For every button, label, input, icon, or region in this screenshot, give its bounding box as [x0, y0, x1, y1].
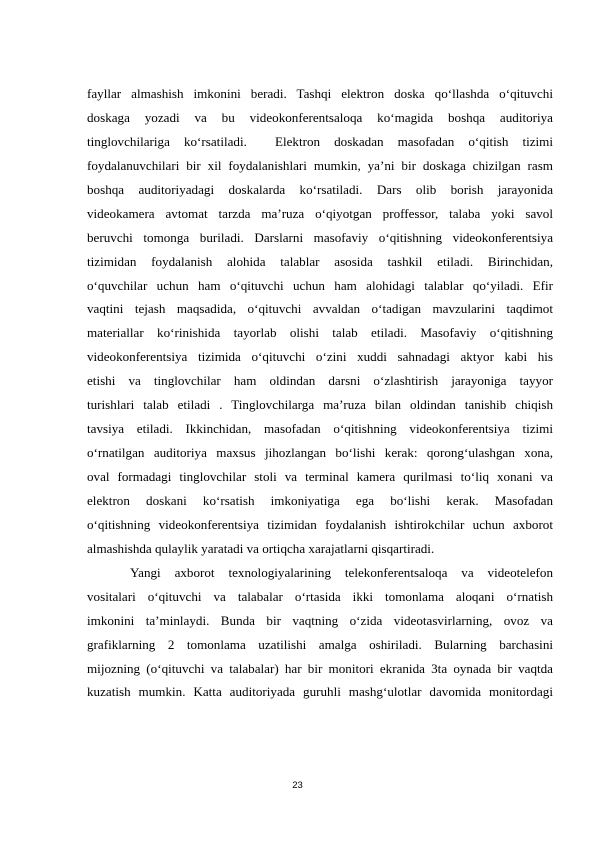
- text-line: materiallar ko‘rinishida tayorlab olishi talab etiladi. Masofaviy o‘qitishning: [87, 325, 553, 341]
- text-line: o‘quvchilar uchun ham o‘qituvchi uchun ham alohidagi talablar qo‘yiladi. Efir: [87, 277, 553, 293]
- text-line: imkonini ta’minlaydi. Bunda bir vaqtning o‘zida videotasvirlarning, ovoz va: [87, 612, 553, 628]
- text-line: boshqa auditoriyadagi doskalarda ko‘rsatiladi. Dars olib borish jarayonida: [87, 181, 553, 197]
- text-line: tavsiya etiladi. Ikkinchidan, masofadan o‘qitishning videokonferentsiya tizimi: [87, 421, 553, 437]
- text-line: grafiklarning 2 tomonlama uzatilishi amalga oshiriladi. Bularning barchasini: [87, 636, 553, 652]
- text-line: tinglovchilariga ko‘rsatiladi. Elektron doskadan masofadan o‘qitish tizimi: [87, 133, 553, 149]
- text-line: tizimidan foydalanish alohida talablar asosida tashkil etiladi. Birinchidan,: [87, 253, 553, 269]
- text-line: o‘qitishning videokonferentsiya tizimidan foydalanish ishtirokchilar uchun axborot: [87, 516, 553, 532]
- text-line: videokamera avtomat tarzda ma’ruza o‘qiyotgan proffessor, talaba yoki savol: [87, 205, 553, 221]
- text-line: mijozning (o‘qituvchi va talabalar) har bir monitori ekranida 3ta oynada bir vaqtda: [87, 660, 553, 676]
- page-number: 23: [292, 780, 303, 791]
- text-line: o‘rnatilgan auditoriya maxsus jihozlangan bo‘lishi kerak: qorong‘ulashgan xona,: [87, 445, 553, 461]
- text-line: vaqtini tejash maqsadida, o‘qituvchi avvaldan o‘tadigan mavzularini taqdimot: [87, 301, 553, 317]
- text-line: doskaga yozadi va bu videokonferentsaloqa ko‘magida boshqa auditoriya: [87, 109, 553, 125]
- text-line: oval formadagi tinglovchilar stoli va terminal kamera qurilmasi to‘liq xonani va: [87, 469, 553, 484]
- text-line: turishlari talab etiladi . Tinglovchilarga ma’ruza bilan oldindan tanishib chiqish: [87, 397, 553, 413]
- body-text: [87, 82, 553, 704]
- text-line: etishi va tinglovchilar ham oldindan darsni o‘zlashtirish jarayoniga tayyor: [87, 373, 553, 389]
- text-line: fayllar almashish imkonini beradi. Tashqi elektron doska qo‘llashda o‘qituvchi: [87, 86, 553, 101]
- text-line: elektron doskani ko‘rsatish imkoniyatiga ega bo‘lishi kerak. Masofadan: [87, 492, 553, 508]
- text-line: kuzatish mumkin. Katta auditoriyada guruhli mashg‘ulotlar davomida monitordagi: [87, 684, 553, 700]
- text-line: videokonferentsiya tizimida o‘qituvchi o‘zini xuddi sahnadagi aktyor kabi his: [87, 349, 553, 365]
- paragraph-first-line: Yangi axborot texnologiyalarining telekonferentsaloqa va videotelefon: [130, 564, 553, 580]
- text-line: vositalari o‘qituvchi va talabalar o‘rtasida ikki tomonlama aloqani o‘rnatish: [87, 588, 553, 604]
- text-line: beruvchi tomonga buriladi. Darslarni masofaviy o‘qitishning videokonferentsiya: [87, 229, 553, 245]
- paragraph-last-line: almashishda qulaylik yaratadi va ortiqcha xarajatlarni qisqartiradi.: [87, 540, 435, 556]
- text-line: foydalanuvchilari bir xil foydalanishlari mumkin, ya’ni bir doskaga chizilgan rasm: [87, 157, 553, 173]
